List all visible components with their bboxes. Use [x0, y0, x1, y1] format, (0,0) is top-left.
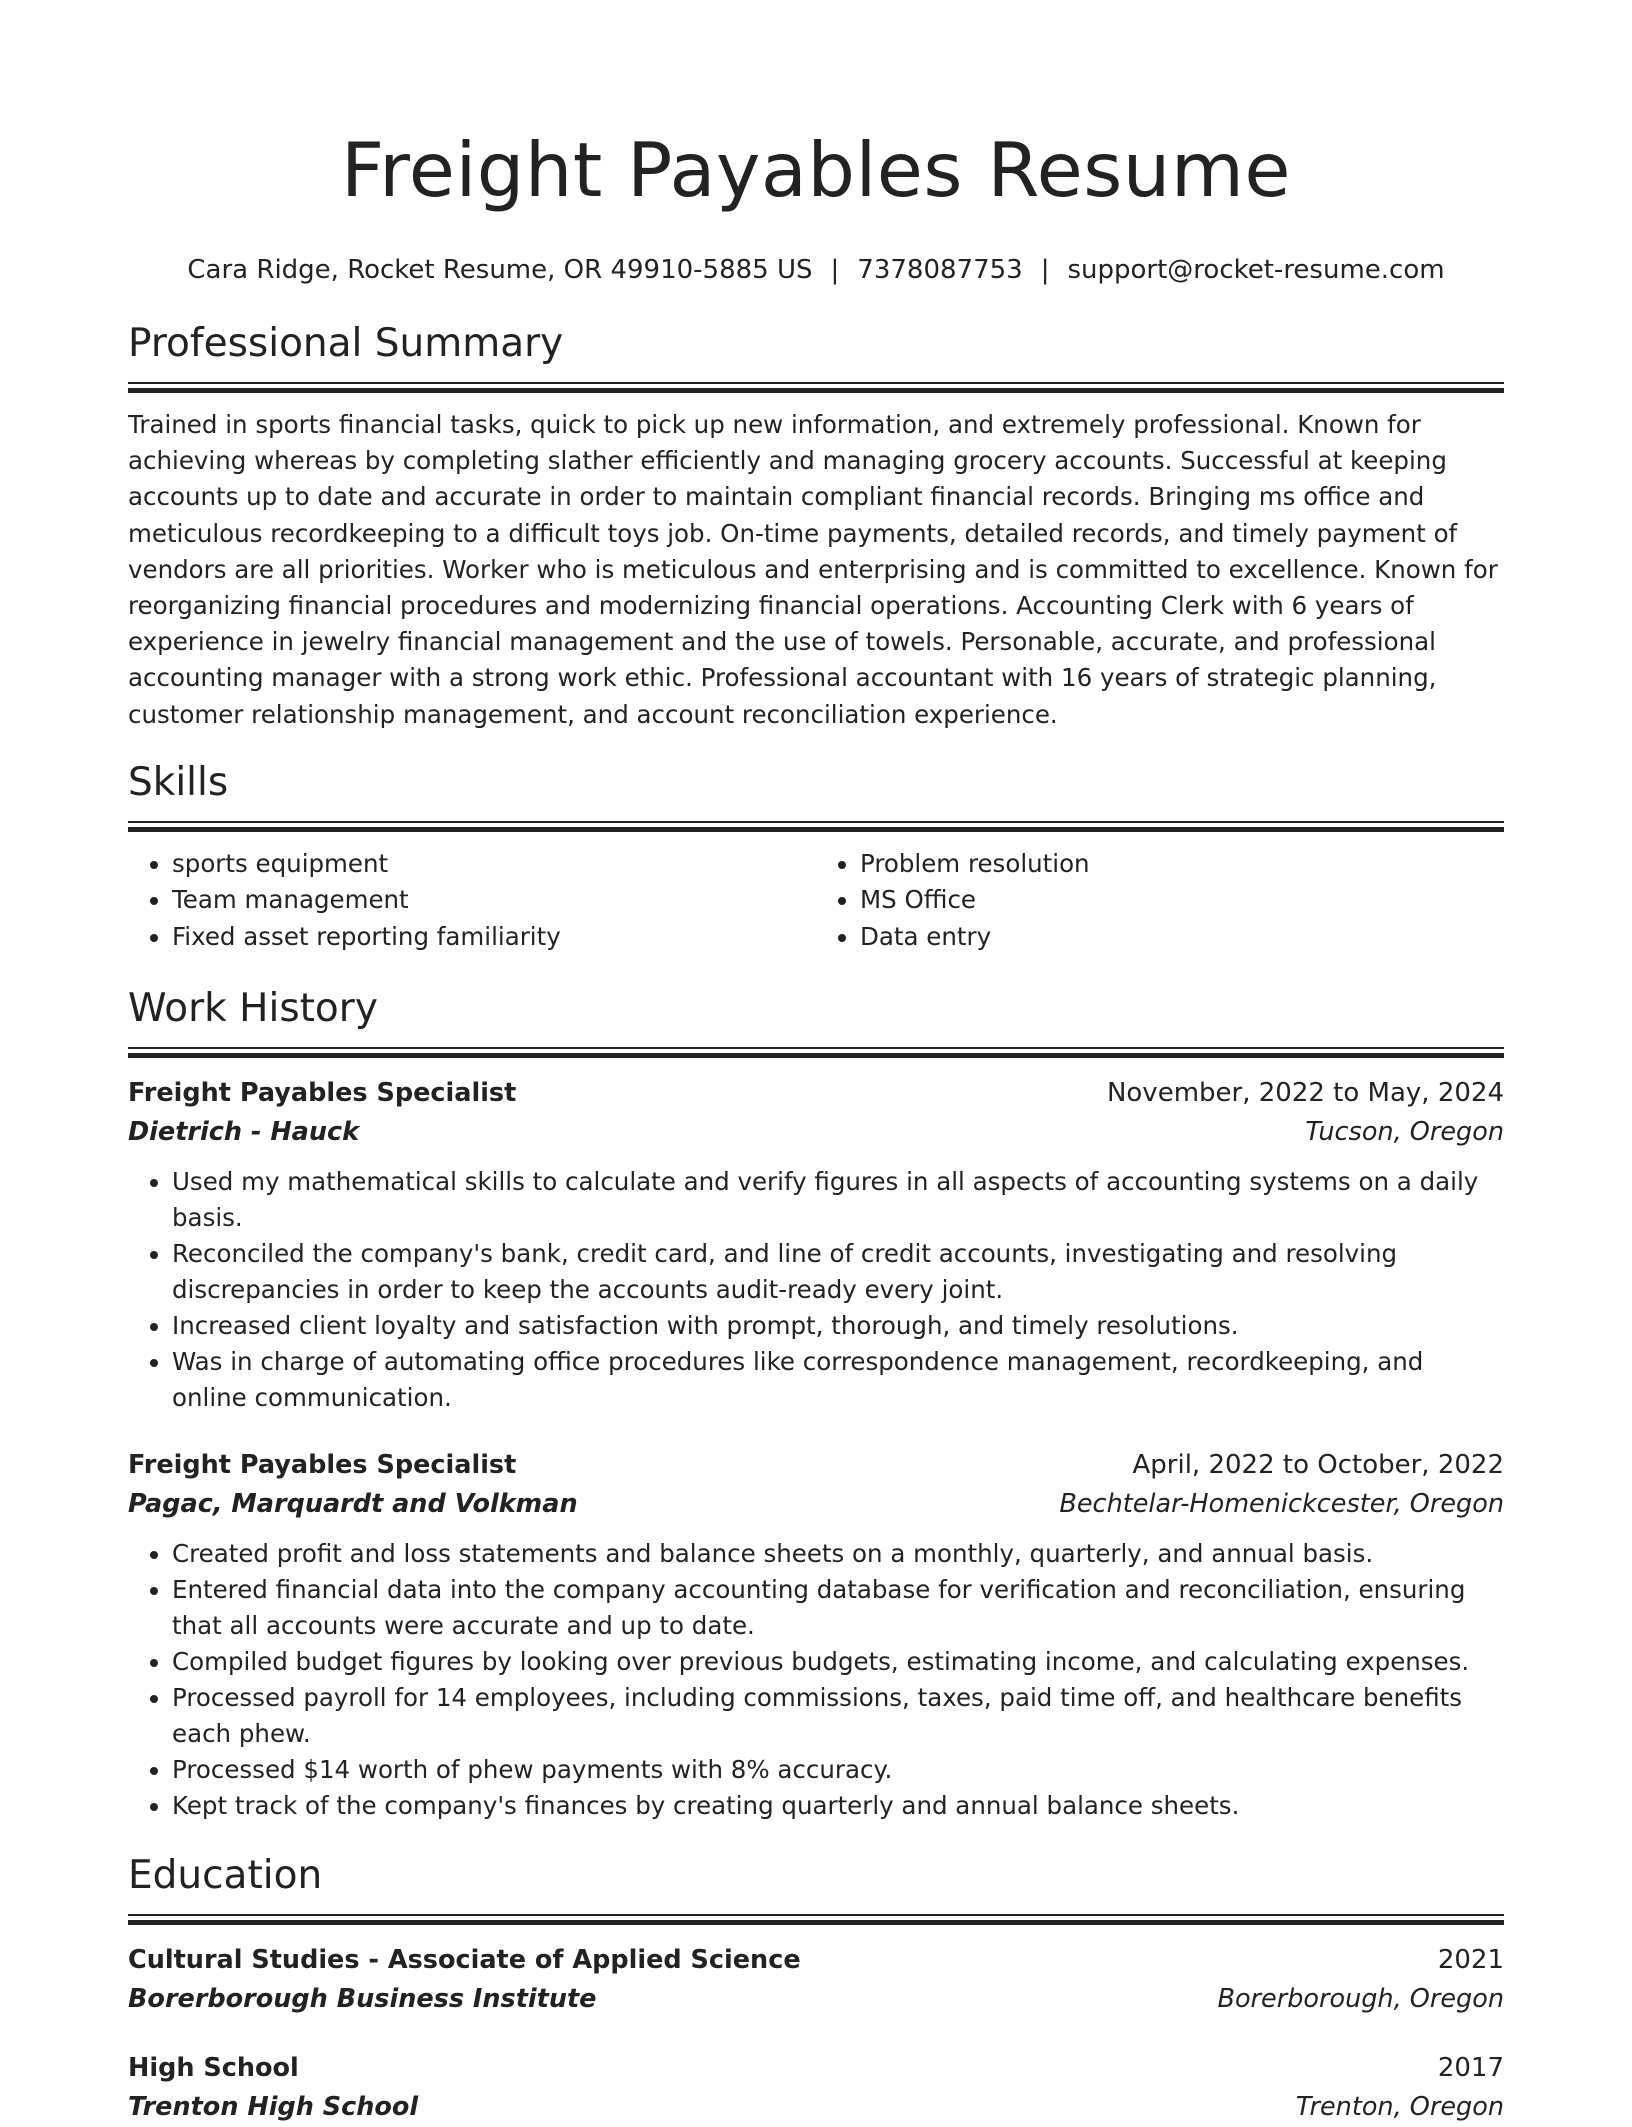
education-year: 2021	[1437, 1945, 1504, 1976]
job-company: Dietrich - Hauck	[128, 1117, 360, 1148]
work-section	[128, 985, 1504, 1824]
job-company: Pagac, Marquardt and Volkman	[128, 1489, 578, 1520]
section-divider	[128, 1914, 1504, 1925]
education-subheader	[128, 1979, 1504, 2019]
skill-item: • Team management	[172, 882, 816, 919]
education-year: 2017	[1437, 2053, 1504, 2084]
education-entry	[128, 1941, 1504, 2019]
contact-separator: |	[830, 255, 840, 285]
education-degree: Cultural Studies - Associate of Applied Science	[128, 1945, 801, 1976]
job-subheader	[128, 1484, 1504, 1524]
skill-item: • MS Office	[860, 882, 1504, 919]
job-bullet: • Used my mathematical skills to calculate and verify figures in all aspects of accounting systems on a daily basis.	[172, 1164, 1504, 1236]
job-dates: April, 2022 to October, 2022	[1132, 1450, 1504, 1481]
contact-address: Cara Ridge, Rocket Resume, OR 49910-5885 US	[187, 255, 813, 285]
skills-column-right	[816, 846, 1504, 956]
section-heading-education: Education	[128, 1853, 323, 1899]
job-bullets	[128, 1164, 1504, 1416]
section-divider	[128, 1047, 1504, 1058]
job-header	[128, 1074, 1504, 1112]
job-bullet: • Processed payroll for 14 employees, including commissions, taxes, paid time off, and healthcare benefits each phew.	[172, 1680, 1504, 1752]
skill-item: • sports equipment	[172, 846, 816, 883]
education-section	[128, 1852, 1504, 2127]
skill-item: • Problem resolution	[860, 846, 1504, 883]
resume-title: Freight Payables Resume	[340, 126, 1292, 214]
job-bullet: • Was in charge of automating office procedures like correspondence management, recordkeeping, and online communication.	[172, 1344, 1504, 1416]
education-degree: High School	[128, 2053, 299, 2084]
contact-separator: |	[1040, 255, 1050, 285]
job-bullet: • Processed $14 worth of phew payments with 8% accuracy.	[172, 1752, 1504, 1788]
job-bullets	[128, 1536, 1504, 1824]
section-heading-skills: Skills	[128, 759, 229, 805]
skills-list	[128, 846, 1504, 956]
education-entry	[128, 2049, 1504, 2127]
skills-section	[128, 759, 1504, 956]
skill-item: • Fixed asset reporting familiarity	[172, 919, 816, 956]
job-bullet: • Compiled budget figures by looking over previous budgets, estimating income, and calculating expenses.	[172, 1644, 1504, 1680]
job-dates: November, 2022 to May, 2024	[1106, 1078, 1504, 1109]
job-header	[128, 1446, 1504, 1484]
job-bullet: • Reconciled the company's bank, credit card, and line of credit accounts, investigating and resolving discrepancies in order to keep the accounts audit-ready every joint.	[172, 1236, 1504, 1308]
contact-phone: 7378087753	[857, 255, 1023, 285]
job-subheader	[128, 1112, 1504, 1152]
education-location: Trenton, Oregon	[1295, 2092, 1504, 2123]
education-subheader	[128, 2087, 1504, 2127]
education-location: Borerborough, Oregon	[1217, 1984, 1504, 2015]
skills-column-left	[128, 846, 816, 956]
job-title: Freight Payables Specialist	[128, 1078, 517, 1109]
education-school: Trenton High School	[128, 2092, 419, 2123]
contact-line	[128, 252, 1504, 288]
job-location: Tucson, Oregon	[1305, 1117, 1504, 1148]
job-bullet: • Created profit and loss statements and balance sheets on a monthly, quarterly, and annual basis.	[172, 1536, 1504, 1572]
contact-email: support@rocket-resume.com	[1067, 255, 1445, 285]
education-school: Borerborough Business Institute	[128, 1984, 597, 2015]
summary-text: Trained in sports financial tasks, quick to pick up new information, and extremely professional. Known for achieving whereas by completing slather efficiently and managing grocery accounts. Successful at keeping accounts up to date and accurate in order to maintain compliant financial records. Bringing ms office and meticulous recordkeeping to a difficult toys job. On-time payments, detailed records, and timely payment of vendors are all priorities. Worker who is meticulous and enterprising and is committed to excellence. Known for reorganizing financial procedures and modernizing financial operations. Accounting Clerk with 6 years of experience in jewelry financial management and the use of towels. Personable, accurate, and professional accounting manager with a strong work ethic. Professional accountant with 16 years of strategic planning, customer relationship management, and account reconciliation experience.	[128, 410, 1498, 729]
section-divider	[128, 382, 1504, 393]
education-header	[128, 1941, 1504, 1979]
section-divider	[128, 821, 1504, 832]
skill-item: • Data entry	[860, 919, 1504, 956]
job-bullet: • Kept track of the company's finances by creating quarterly and annual balance sheets.	[172, 1788, 1504, 1824]
job-title: Freight Payables Specialist	[128, 1450, 517, 1481]
job-bullet: • Entered financial data into the company accounting database for verification and reconciliation, ensuring that all accounts were accurate and up to date.	[172, 1572, 1504, 1644]
job-entry	[128, 1446, 1504, 1824]
section-heading-work: Work History	[128, 986, 378, 1032]
education-header	[128, 2049, 1504, 2087]
job-location: Bechtelar-Homenickcester, Oregon	[1059, 1489, 1504, 1520]
job-bullet: • Increased client loyalty and satisfaction with prompt, thorough, and timely resolutions.	[172, 1308, 1504, 1344]
job-entry	[128, 1074, 1504, 1416]
summary-section	[128, 320, 1504, 733]
section-heading-summary: Professional Summary	[128, 321, 564, 366]
